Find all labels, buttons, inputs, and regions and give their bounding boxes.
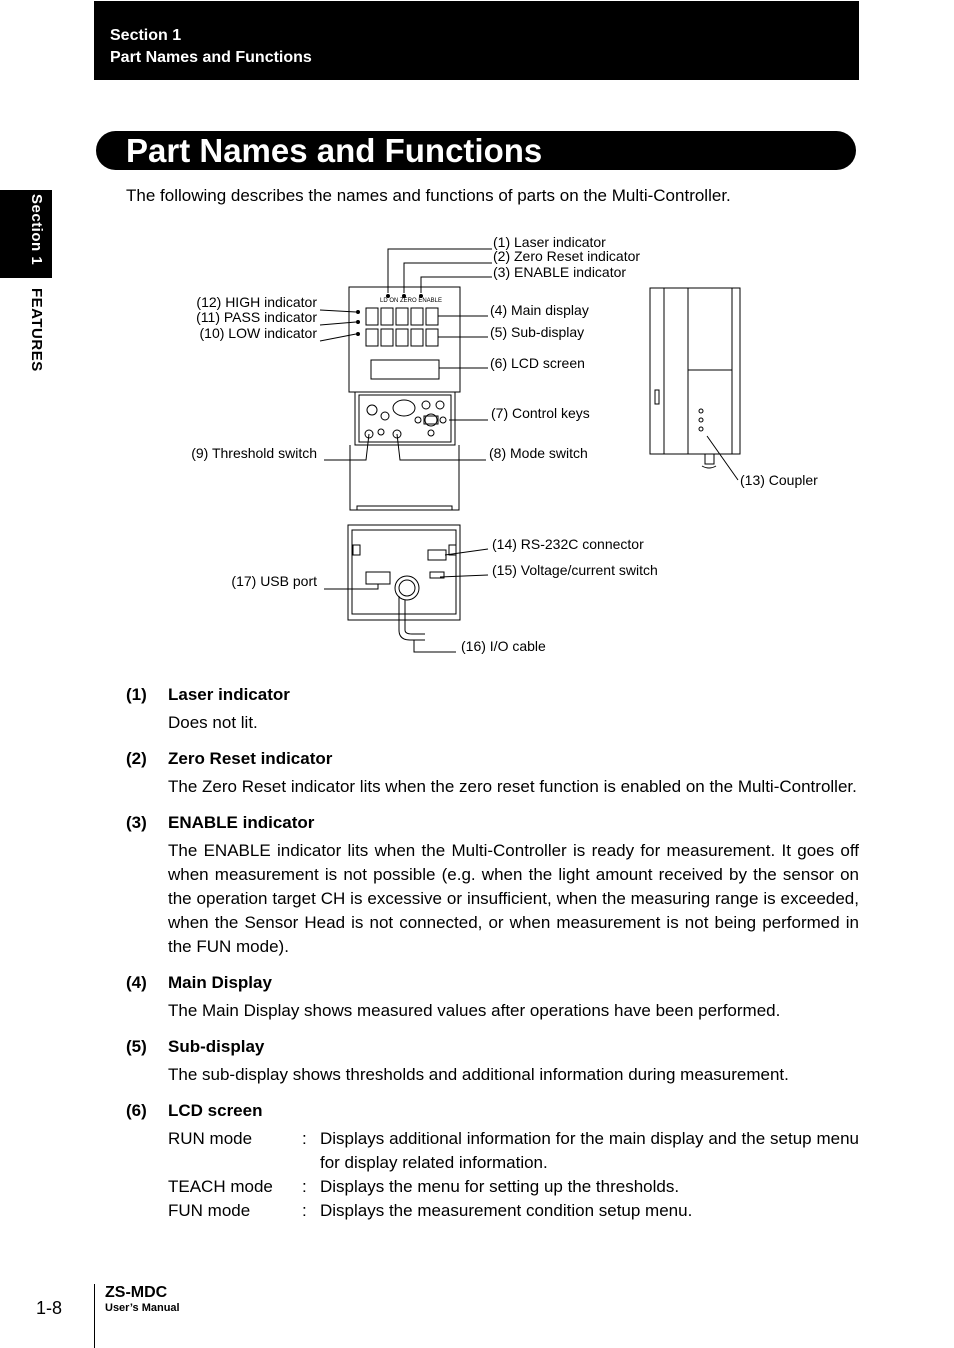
- label-pass-indicator: (11) PASS indicator: [196, 309, 317, 325]
- item-body: The Zero Reset indicator lits when the zero reset function is enabled on the Multi-Controller.: [168, 777, 857, 796]
- footer-divider: [94, 1284, 95, 1348]
- label-control-keys: (7) Control keys: [491, 405, 590, 421]
- mode-desc: Displays the measurement condition setup menu.: [320, 1201, 693, 1220]
- list-item: [126, 683, 859, 735]
- item-body: The ENABLE indicator lits when the Multi-Controller is ready for measurement. It goes off when measurement is not possible (e.g. when the light amount received by the sensor on the operation target CH is excessive or insufficient, when the measuring range is exceeded, when the Sensor Head is not connected, or when measurement is not being performed in the FUN mode).: [168, 841, 859, 956]
- label-high-indicator: (12) HIGH indicator: [196, 294, 317, 310]
- page-number: 1-8: [36, 1298, 63, 1318]
- item-body: The Main Display shows measured values after operations have been performed.: [168, 1001, 781, 1020]
- item-number: (4): [126, 973, 147, 992]
- item-title: Laser indicator: [168, 685, 290, 704]
- label-voltage-current-switch: (15) Voltage/current switch: [492, 562, 658, 578]
- item-title: Main Display: [168, 973, 272, 992]
- item-number: (5): [126, 1037, 147, 1056]
- mode-row: TEACH mode : Displays the menu for setting up the thresholds.: [168, 1175, 859, 1199]
- label-lcd-screen: (6) LCD screen: [490, 355, 585, 371]
- item-body: The sub-display shows thresholds and additional information during measurement.: [168, 1065, 789, 1084]
- page-title-bar: [96, 131, 856, 170]
- section-header: [94, 1, 859, 80]
- item-number: (6): [126, 1101, 147, 1120]
- header-section: Section 1: [110, 27, 182, 44]
- list-item: [126, 1099, 859, 1223]
- list-item: [126, 747, 859, 799]
- mode-desc: Displays additional information for the main display and the setup menu for display related information.: [320, 1129, 859, 1172]
- label-zero-reset-indicator: (2) Zero Reset indicator: [493, 248, 641, 264]
- label-sub-display: (5) Sub-display: [490, 324, 585, 340]
- mode-desc: Displays the menu for setting up the thresholds.: [320, 1177, 680, 1196]
- part-descriptions: [126, 683, 859, 1235]
- item-title: Sub-display: [168, 1037, 265, 1056]
- item-title: Zero Reset indicator: [168, 749, 333, 768]
- label-enable-indicator: (3) ENABLE indicator: [493, 264, 627, 280]
- list-item: [126, 811, 859, 959]
- item-number: (3): [126, 813, 147, 832]
- list-item: [126, 971, 859, 1023]
- bottom-unit: [348, 525, 460, 640]
- item-body: Does not lit.: [168, 713, 258, 732]
- side-tab-chapter: FEATURES: [28, 288, 45, 372]
- list-item: [126, 1035, 859, 1087]
- side-tab-section: Section 1: [28, 194, 45, 266]
- label-low-indicator: (10) LOW indicator: [199, 325, 317, 341]
- item-number: (2): [126, 749, 147, 768]
- mode-row: RUN mode : Displays additional information for the main display and the setup menu for display related information.: [168, 1127, 859, 1175]
- intro-text: The following describes the names and functions of parts on the Multi-Controller.: [126, 186, 731, 205]
- mode-name: TEACH mode: [168, 1177, 273, 1196]
- panel-indicator-text: LD ON ZERO ENABLE: [380, 298, 443, 304]
- mode-name: RUN mode: [168, 1129, 253, 1148]
- item-title: LCD screen: [168, 1101, 263, 1120]
- label-laser-indicator: (1) Laser indicator: [493, 234, 606, 250]
- page-title: Part Names and Functions: [126, 132, 543, 169]
- label-main-display: (4) Main display: [490, 302, 589, 318]
- front-unit: [349, 287, 460, 510]
- side-unit: [650, 288, 740, 468]
- label-io-cable: (16) I/O cable: [461, 638, 546, 654]
- label-coupler: (13) Coupler: [740, 472, 818, 488]
- label-usb-port: (17) USB port: [231, 573, 317, 589]
- item-number: (1): [126, 685, 147, 704]
- mode-row: FUN mode : Displays the measurement condition setup menu.: [168, 1199, 859, 1223]
- part-diagram: [0, 220, 954, 670]
- header-title: Part Names and Functions: [110, 49, 312, 66]
- mode-name: FUN mode: [168, 1201, 251, 1220]
- label-mode-switch: (8) Mode switch: [489, 445, 588, 461]
- manual-name: User’s Manual: [105, 1302, 180, 1314]
- product-name: ZS-MDC: [105, 1284, 168, 1301]
- device-illustration: [0, 220, 954, 670]
- label-rs232c-connector: (14) RS-232C connector: [492, 536, 644, 552]
- label-threshold-switch: (9) Threshold switch: [191, 445, 317, 461]
- item-title: ENABLE indicator: [168, 813, 315, 832]
